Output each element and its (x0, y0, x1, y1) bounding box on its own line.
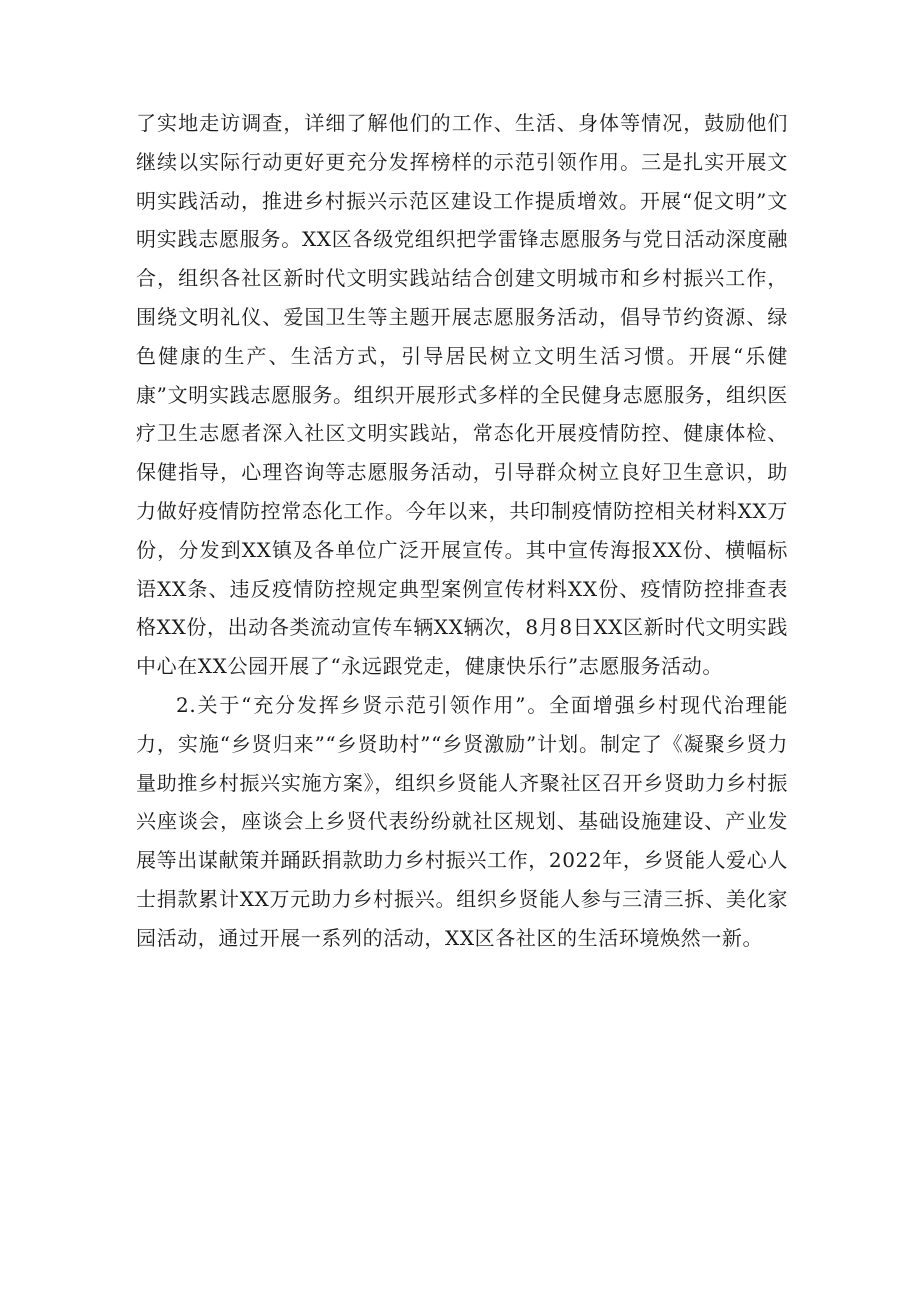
paragraph-continuation: 了实地走访调查，详细了解他们的工作、生活、身体等情况，鼓励他们继续以实际行动更好更充分发挥榜样的示范引领作用。三是扎实开展文明实践活动，推进乡村振兴示范区建设工作提质增效。开展“促文明”文明实践志愿服务。XX区各级党组织把学雷锋志愿服务与党日活动深度融合，组织各社区新时代文明实践站结合创建文明城市和乡村振兴工作，围绕文明礼仪、爱国卫生等主题开展志愿服务活动，倡导节约资源、绿色健康的生产、生活方式，引导居民树立文明生活习惯。开展“乐健康”文明实践志愿服务。组织开展形式多样的全民健身志愿服务，组织医疗卫生志愿者深入社区文明实践站，常态化开展疫情防控、健康体检、保健指导，心理咨询等志愿服务活动，引导群众树立良好卫生意识，助力做好疫情防控常态化工作。今年以来，共印制疫情防控相关材料XX万份，分发到XX镇及各单位广泛开展宣传。其中宣传海报XX份、横幅标语XX条、违反疫情防控规定典型案例宣传材料XX份、疫情防控排查表格XX份，出动各类流动宣传车辆XX辆次，8月8日XX区新时代文明实践中心在XX公园开展了“永远跟党走，健康快乐行”志愿服务活动。 (136, 111, 788, 679)
document-body (136, 104, 788, 958)
paragraph-section-2: 2.关于“充分发挥乡贤示范引领作用”。全面增强乡村现代治理能力，实施“乡贤归来”“乡贤助村”“乡贤激励”计划。制定了《凝聚乡贤力量助推乡村振兴实施方案》，组织乡贤能人齐聚社区召开乡贤助力乡村振兴座谈会，座谈会上乡贤代表纷纷就社区规划、基础设施建设、产业发展等出谋献策并踊跃捐款助力乡村振兴工作，2022年，乡贤能人爱心人士捐款累计XX万元助力乡村振兴。组织乡贤能人参与三清三拆、美化家园活动，通过开展一系列的活动，XX区各社区的生活环境焕然一新。 (136, 692, 788, 950)
